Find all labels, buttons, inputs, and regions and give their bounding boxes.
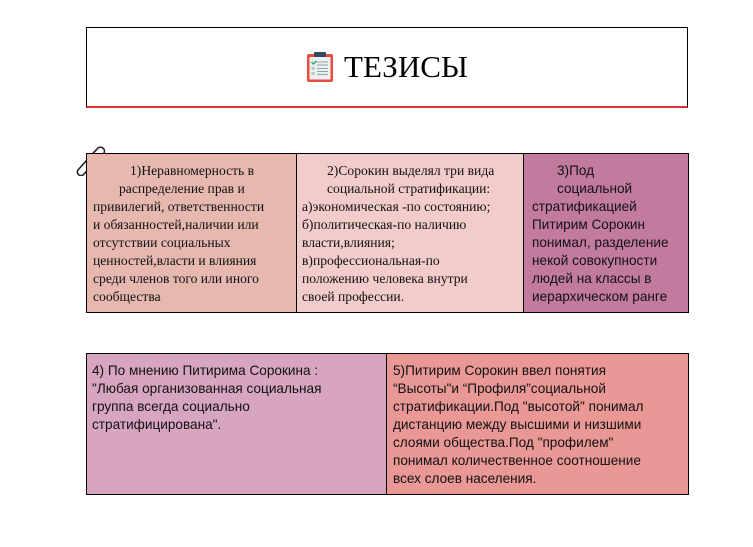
thesis-2-line: 2)Сорокин выделял три вида (327, 163, 495, 178)
thesis-1-line: среди членов того или иного (93, 271, 259, 286)
thesis-5-line: понимал количественное соотношение (393, 453, 641, 468)
thesis-2-line: а)экономическая -по состоянию; (302, 199, 491, 214)
thesis-4-line: 4) По мнению Питирима Сорокина : (92, 363, 319, 378)
thesis-5-line: “Высоты"и “Профиля”социальной (393, 381, 606, 396)
thesis-1-line: распределение прав и (119, 181, 245, 196)
title-box (86, 27, 688, 108)
thesis-3-line: понимал, разделение (532, 235, 669, 250)
thesis-3-line: людей на классы в (532, 271, 652, 286)
thesis-1 (86, 153, 297, 313)
thesis-4-line: стратифицирована". (92, 417, 222, 432)
thesis-2-line: положению человека внутри (302, 271, 468, 286)
thesis-5-line: стратификации.Под "высотой" понимал (393, 399, 644, 414)
thesis-2-line: социальной стратификации: (327, 181, 491, 196)
thesis-2-line: власти,влияния; (302, 235, 395, 250)
thesis-1-line: привилегий, ответственности (93, 199, 265, 214)
thesis-4-line: "Любая организованная социальная (92, 381, 322, 396)
thesis-1-line: ценностей,власти и влияния (93, 253, 257, 268)
thesis-1-line: отсутствии социальных (93, 235, 231, 250)
thesis-5-line: 5)Питирим Сорокин ввел понятия (393, 363, 606, 378)
thesis-3 (523, 153, 689, 313)
thesis-3-line: Питирим Сорокин (532, 217, 646, 232)
page-title: ТЕЗИСЫ (344, 49, 468, 84)
thesis-5-line: слоями общества.Под "профилем" (393, 435, 614, 450)
thesis-2 (296, 153, 524, 313)
clipboard-checklist-icon (306, 51, 334, 83)
thesis-5-line: всех слоев населения. (393, 471, 537, 486)
thesis-2-line: своей профессии. (302, 289, 405, 304)
thesis-2-line: в)профессиональная-по (302, 253, 440, 268)
thesis-3-line: некой совокупности (532, 253, 658, 268)
thesis-5-line: дистанцию между высшими и низшими (393, 417, 642, 432)
thesis-5 (386, 353, 689, 495)
thesis-1-line: и обязанностей,наличии или (93, 217, 259, 232)
thesis-3-line: стратификацией (532, 199, 637, 214)
thesis-4 (86, 353, 387, 495)
thesis-3-line: 3)Под (557, 163, 595, 178)
thesis-3-line: иерархическом ранге (532, 289, 668, 304)
thesis-3-line: социальной (557, 181, 633, 196)
thesis-1-line: сообщества (93, 289, 161, 304)
thesis-2-line: б)политическая-по наличию (302, 217, 467, 232)
thesis-1-line: 1)Неравномерность в (130, 163, 255, 178)
thesis-4-line: группа всегда социально (92, 399, 250, 414)
